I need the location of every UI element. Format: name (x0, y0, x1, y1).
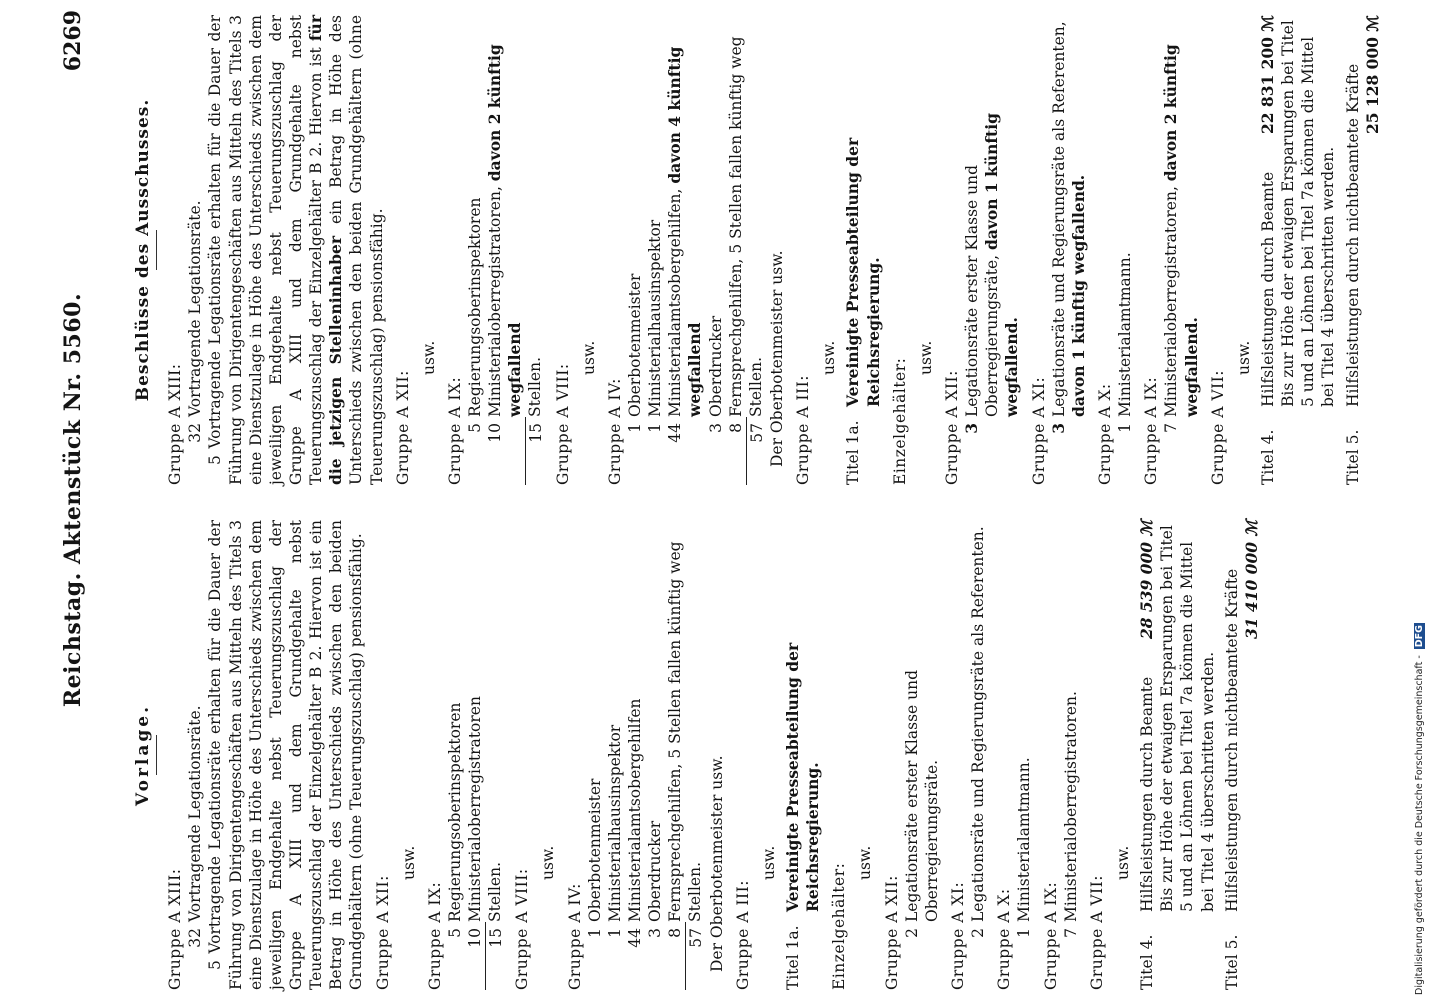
section-e-group-a11 (1029, 15, 1089, 485)
item-text (1161, 15, 1201, 417)
item-text: Legationsräte und Regierungsräte als Referenten. (969, 526, 988, 922)
titel-label: Titel 1a. (784, 925, 803, 990)
item-text (665, 15, 705, 417)
section-group-a12 (393, 15, 439, 485)
group-heading: Gruppe A XI: (1029, 376, 1048, 485)
section-group-a8 (512, 520, 558, 990)
section-e-group-a7 (1087, 520, 1133, 990)
item-text: Regierungsoberinspektoren (445, 702, 464, 922)
column-beschluesse (132, 15, 1383, 485)
titel-note: Bis zur Höhe der etwaigen Ersparungen bei Titel 5 und an Löhnen bei Titel 7a können die Mittel bei Titel 4 überschritten werden. (1279, 20, 1338, 407)
paragraph-emphasis: für die jetzigen Stelleninhaber (306, 15, 346, 485)
usw-text: usw. (419, 340, 438, 375)
extra-line: Der Oberbotenmeister usw. (707, 755, 726, 972)
group-heading: Gruppe A XII: (882, 875, 901, 990)
titel-label: Titel 4. (1138, 934, 1157, 990)
usw-text: usw. (916, 340, 935, 375)
titel-note: Bis zur Höhe der etwaigen Ersparungen bei Titel 5 und an Löhnen bei Titel 7a können die Mittel bei Titel 4 überschritten werden. (1158, 525, 1217, 912)
item-text (485, 15, 525, 417)
total-label: Stellen. (526, 356, 545, 417)
einzelgehaelter-heading: Einzelgehälter: (890, 357, 909, 485)
item-count: 44 (626, 928, 645, 948)
page-number: 6269 (60, 10, 86, 72)
total-row (485, 520, 506, 990)
group-heading: Gruppe A VII: (1087, 875, 1106, 990)
item-text-plain: Ministerialoberregistratoren, (486, 186, 505, 417)
total-row (746, 15, 767, 485)
section-group-a3 (793, 15, 839, 485)
item-text (1049, 15, 1089, 417)
titel-text: Hilfsleistungen durch Beamte (1138, 676, 1157, 912)
item-text (962, 15, 1022, 417)
group-heading: Gruppe A III: (794, 375, 813, 485)
usw-text: usw. (856, 845, 875, 880)
list-item (605, 520, 625, 990)
total-label: Stellen. (686, 861, 705, 922)
usw-text: usw. (579, 340, 598, 375)
usw-text: usw. (820, 340, 839, 375)
item-text: Ministerialoberregistratoren (466, 696, 485, 922)
list-item (485, 15, 525, 485)
list-item (665, 520, 685, 990)
section-e-group-a7 (1208, 15, 1254, 485)
item-count: 1 (1015, 928, 1034, 938)
item-count: 5 (466, 423, 485, 433)
list-item (962, 15, 1022, 485)
usw-text: usw. (759, 845, 778, 880)
group-heading: Gruppe A XIII: (166, 868, 185, 990)
item-count: 3 (962, 423, 982, 434)
titel-label: Titel 5. (1222, 934, 1241, 990)
titel-4 (1137, 520, 1218, 990)
list-item (726, 15, 746, 485)
total-count: 57 (746, 417, 767, 485)
total-row (525, 15, 546, 485)
item-text-bold: davon 2 künftig wegfallend (485, 44, 525, 417)
item-text: Vortragende Legationsräte. (186, 200, 205, 417)
item-text-plain: Legationsräte erster Klasse und Oberregierungsräte, (963, 164, 1002, 417)
group-heading: Gruppe A IX: (1041, 881, 1060, 990)
item-count: 44 (666, 423, 685, 443)
titel-body (1137, 520, 1218, 912)
section-group-a9 (445, 15, 547, 485)
group-heading: Gruppe A XII: (943, 370, 962, 485)
item-count: 10 (486, 423, 505, 443)
item-count: 1 (626, 423, 645, 433)
titel-heading: Vereinigte Presseabteilung der Reichsregierung. (843, 137, 883, 407)
list-item (645, 520, 665, 990)
item-count: 7 (1162, 423, 1181, 433)
list-item (445, 520, 465, 990)
paragraph-part: ein Betrag in Höhe des Unterschieds zwischen den beiden Grundgehältern (ohne Teuerungszuschlag) pensionsfähig. (327, 15, 386, 485)
section-group-a9 (425, 520, 507, 990)
item-text: Fernsprechgehilfen, 5 Stellen fallen künftig weg (726, 36, 745, 417)
section-e-group-a12 (942, 15, 1023, 485)
titel-1a (783, 520, 823, 990)
rotated-page (60, 10, 1382, 990)
item-count: 5 (445, 928, 464, 938)
titel-5 (1222, 520, 1262, 990)
list-item (706, 15, 726, 485)
usw-text: usw. (399, 845, 418, 880)
usw-text: usw. (539, 845, 558, 880)
list-item (1049, 15, 1089, 485)
total-row (685, 520, 706, 990)
item-text: Regierungsoberinspektoren (466, 197, 485, 417)
group-heading: Gruppe A IX: (1142, 376, 1161, 485)
section-e-group-a12 (882, 520, 942, 990)
section-group-a3 (733, 520, 779, 990)
section-e-group-a11 (948, 520, 988, 990)
titel-amount: 28 539 000 ℳ (1137, 520, 1157, 640)
item-text-plain: Ministerialamtsobergehilfen, (666, 188, 685, 417)
section-group-a4 (565, 520, 727, 990)
column-title: Beschlüsse des Ausschusses. (133, 98, 153, 402)
item-count: 2 (902, 928, 921, 938)
item-count: 7 (1061, 928, 1080, 938)
item-count: 1 (646, 423, 665, 433)
item-count: 8 (726, 423, 745, 433)
title-rule (156, 735, 157, 775)
titel-text: Hilfsleistungen durch nichtbeamtete Kräfte (1343, 63, 1362, 407)
titel-label: Titel 1a. (844, 420, 863, 485)
section-e-group-a10 (994, 520, 1034, 990)
item-text: Oberdrucker (706, 315, 725, 417)
group-heading: Gruppe A IV: (565, 883, 584, 990)
item-text: Legationsräte erster Klasse und Oberregierungsräte. (902, 669, 941, 922)
list-item (1014, 520, 1034, 990)
usw-text: usw. (1114, 845, 1132, 880)
item-count: 3 (706, 423, 725, 433)
group-heading: Gruppe A XII: (393, 370, 412, 485)
section-group-a4 (605, 15, 787, 485)
einzelgehaelter-heading-wrap (829, 520, 875, 990)
list-item (465, 15, 485, 485)
titel-amount: 25 128 000 ℳ (1362, 15, 1382, 135)
group-heading: Gruppe A X: (1096, 383, 1114, 485)
total-count: 15 (485, 922, 506, 990)
group-heading: Gruppe A VIII: (553, 363, 572, 485)
usw-text: usw. (1234, 340, 1253, 375)
section-group-a13 (165, 520, 366, 990)
group-heading: Gruppe A VIII: (513, 868, 532, 990)
group-heading: Gruppe A XII: (373, 875, 392, 990)
item-text: Oberdrucker (646, 820, 665, 922)
list-item (465, 520, 485, 990)
group-heading: Gruppe A X: (995, 888, 1014, 990)
list-item (645, 15, 665, 485)
titel-1a (843, 15, 883, 485)
item-count: 8 (666, 928, 685, 938)
item-text: Vortragende Legationsräte. (186, 705, 205, 922)
list-item (1161, 15, 1201, 485)
item-count: 32 (186, 423, 205, 443)
group-heading: Gruppe A IX: (445, 376, 464, 485)
total-count: 57 (685, 922, 706, 990)
section-e-group-a10 (1095, 15, 1135, 485)
column-vorlage (132, 520, 1262, 990)
list-item (625, 15, 645, 485)
item-text-bold: davon 4 künftig wegfallend (665, 46, 705, 417)
titel-body (1343, 15, 1383, 407)
item-count: 32 (186, 928, 205, 948)
item-text: Oberbotenmeister (585, 778, 604, 922)
group-heading: Gruppe A XIII: (166, 363, 185, 485)
paragraph-part: 5 Vortragende Legationsräte erhalten für die Dauer der Führung von Dirigentengeschäften aus Mitteln des Titels 3 eine Dienstzulage in Höhe des Unterschieds zwischen dem jeweiligen Endgehalte nebst Teuerungszuschlag der Gruppe A XIII und dem Grundgehalte nebst Teuerungszuschlag der Einzelgehälter B 2. Hiervon ist (206, 15, 326, 485)
title-rule (156, 230, 157, 270)
section-e-group-a9 (1041, 520, 1081, 990)
titel-amount: 22 831 200 ℳ (1257, 15, 1277, 135)
titel-label: Titel 5. (1343, 429, 1362, 485)
item-text: Fernsprechgehilfen, 5 Stellen fallen künftig weg (666, 541, 685, 922)
einzelgehaelter-heading: Einzelgehälter: (830, 862, 849, 990)
item-text: Ministerialamtmann. (1015, 757, 1034, 922)
titel-label: Titel 4. (1258, 429, 1277, 485)
list-item (1115, 15, 1135, 485)
item-text: Ministerialoberregistratoren. (1061, 691, 1080, 922)
item-count: 1 (605, 928, 624, 938)
item-text: Ministerialamtmann. (1116, 252, 1135, 417)
page-header (60, 10, 100, 990)
item-text-plain: Legationsräte und Regierungsräte als Referenten, (1049, 21, 1068, 417)
item-text: Ministerialamtsobergehilfen (626, 698, 645, 922)
item-text: Ministerialhausinspektor (605, 724, 624, 922)
paragraph: 5 Vortragende Legationsräte erhalten für die Dauer der Führung von Dirigentengeschäften aus Mitteln des Titels 3 eine Dienstzulage in Höhe des Unterschieds zwischen dem jeweiligen Endgehalte nebst Teuerungszuschlag der Gruppe A XIII und dem Grundgehalte nebst Teuerungszuschlag der Einzelgehälter B 2. Hiervon ist ein Betrag in Höhe des Unterschieds zwischen den beiden Grundgehältern (ohne Teuerungszuschlag) pensionsfähig. (206, 520, 366, 990)
item-text-plain: Ministerialoberregistratoren, (1162, 186, 1181, 417)
list-item (968, 520, 988, 990)
titel-5 (1343, 15, 1383, 485)
item-count: 3 (1048, 423, 1068, 434)
list-item (585, 520, 605, 990)
item-text-bold: davon 1 künftig wegfallend. (982, 113, 1022, 417)
paragraph (205, 15, 386, 485)
extra-line: Der Oberbotenmeister usw. (768, 250, 787, 467)
digitization-text: Digitalisierung gefördert durch die Deutsche Forschungsgemeinschaft - (1414, 655, 1425, 995)
item-count: 2 (969, 928, 988, 938)
titel-body (1222, 520, 1262, 912)
list-item (185, 520, 205, 990)
titel-amount: 31 410 000 ℳ (1241, 520, 1261, 640)
list-item (1061, 520, 1081, 990)
item-text-bold: davon 1 künftig wegfallend. (1068, 174, 1088, 417)
item-text: Oberbotenmeister (626, 273, 645, 417)
item-count: 10 (466, 928, 485, 948)
list-item (185, 15, 205, 485)
group-heading: Gruppe A IV: (605, 378, 624, 485)
titel-4 (1258, 15, 1339, 485)
item-text-bold: davon 2 künftig wegfallend. (1161, 44, 1201, 417)
item-count: 1 (585, 928, 604, 938)
titel-text: Hilfsleistungen durch Beamte (1258, 171, 1277, 407)
titel-body (1258, 15, 1339, 407)
digitization-note (1414, 623, 1425, 995)
section-group-a8 (553, 15, 599, 485)
total-count: 15 (525, 417, 546, 485)
group-heading: Gruppe A IX: (425, 881, 444, 990)
group-heading: Gruppe A III: (733, 880, 752, 990)
column-title: Vorlage. (133, 703, 153, 807)
section-group-a13 (165, 15, 387, 485)
list-item (625, 520, 645, 990)
list-item (902, 520, 942, 990)
einzelgehaelter-heading-wrap (890, 15, 936, 485)
list-item (665, 15, 705, 485)
titel-text: Hilfsleistungen durch nichtbeamtete Kräfte (1222, 568, 1241, 912)
total-label: Stellen. (746, 356, 765, 417)
page-title: Reichstag. Aktenstück Nr. 5560. (60, 292, 86, 708)
titel-heading: Vereinigte Presseabteilung der Reichsregierung. (783, 642, 823, 912)
item-count: 1 (1116, 423, 1135, 433)
group-heading: Gruppe A VII: (1208, 370, 1227, 485)
item-text: Ministerialhausinspektor (646, 219, 665, 417)
section-e-group-a9 (1141, 15, 1201, 485)
dfg-logo: DFG (1414, 625, 1425, 648)
total-label: Stellen. (486, 861, 505, 922)
group-heading: Gruppe A XI: (949, 881, 968, 990)
section-group-a12 (373, 520, 419, 990)
item-count: 3 (646, 928, 665, 938)
